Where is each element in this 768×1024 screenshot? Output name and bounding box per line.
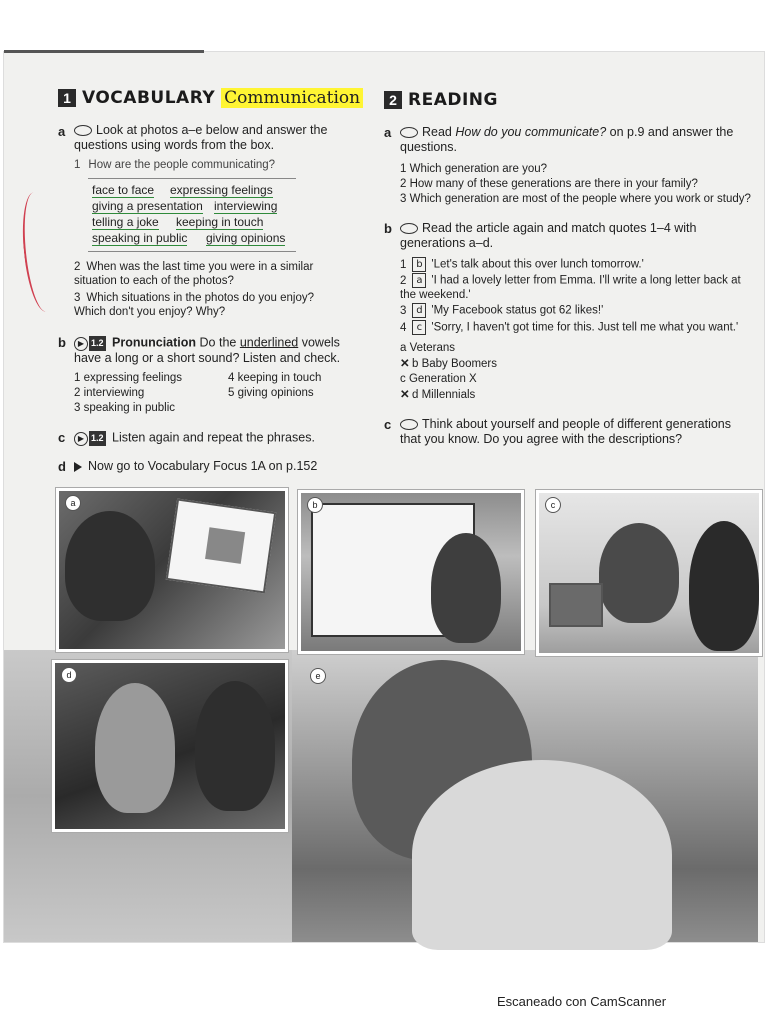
reading-b-instruction: [400, 221, 750, 251]
reading-a-q3: 3 Which generation are most of the people where you work or study?: [400, 193, 751, 205]
instruction-text: Read: [422, 125, 452, 139]
question-text: Which situations in the photos do you enjoy? Which don't you enjoy? Why?: [74, 292, 314, 318]
question-text: When was the last time you were in a similar situation to each of the photos?: [74, 261, 314, 287]
instruction-text: Look at photos a–e below and answer the questions using words from the box.: [74, 123, 328, 152]
exercise-letter: d: [58, 459, 66, 474]
quote-row: [400, 320, 750, 335]
generation-text: d Millennials: [412, 389, 476, 401]
section-subtitle: Communication: [221, 88, 363, 108]
word-box-item: interviewing: [214, 199, 278, 213]
reading-a-instruction: [400, 125, 750, 155]
article-title: How do you communicate?: [455, 125, 607, 139]
exercise-letter: c: [58, 430, 66, 445]
generation-item: c Generation X: [400, 373, 477, 385]
answer-box[interactable]: b: [412, 257, 426, 272]
speech-icon: [400, 223, 418, 234]
person-head-shape: [65, 511, 155, 621]
speech-icon: [400, 419, 418, 430]
photo-label: d: [61, 667, 77, 683]
cross-mark-icon: ✕: [400, 389, 410, 401]
section-number: 1: [58, 89, 76, 107]
vocab-c-instruction: [74, 430, 364, 446]
photo-label: a: [65, 495, 81, 511]
speech-icon: [74, 125, 92, 136]
page-edge: [4, 50, 204, 53]
cross-mark-icon: ✕: [400, 358, 410, 370]
speech-icon: [400, 127, 418, 138]
word-box-item: telling a joke: [92, 215, 159, 229]
woman-left-shape: [95, 683, 175, 813]
photo-label: e: [310, 668, 326, 684]
pronunciation-label: Pronunciation: [112, 335, 197, 350]
pron-item: 3 speaking in public: [74, 402, 176, 414]
pron-item: 4 keeping in touch: [228, 372, 322, 384]
vocab-a-q2: 2 When was the last time you were in a similar situation to each of the photos?: [74, 261, 314, 287]
word-box-item: expressing feelings: [170, 183, 273, 197]
quote-row: [400, 257, 750, 272]
vocab-b-instruction: [74, 335, 364, 366]
section-title: READING: [408, 90, 498, 110]
photo-label: c: [545, 497, 561, 513]
photo-a: [56, 488, 288, 652]
exercise-letter: a: [58, 124, 66, 139]
quote-text: 'I had a lovely letter from Emma. I'll write a long letter back at the weekend.': [400, 274, 741, 301]
reading-a-q1: 1 Which generation are you?: [400, 163, 548, 175]
reading-c-instruction: [400, 417, 754, 447]
pron-item: 5 giving opinions: [228, 387, 314, 399]
interviewer-shape: [599, 523, 679, 623]
word-box-item: keeping in touch: [176, 215, 264, 229]
generation-item: [400, 388, 475, 402]
photo-e: [292, 650, 758, 942]
quote-number: 1: [400, 258, 407, 271]
answer-box[interactable]: d: [412, 303, 426, 318]
generation-text: b Baby Boomers: [412, 358, 498, 370]
answer-box[interactable]: a: [412, 273, 426, 288]
track-number: 1.2: [89, 431, 106, 446]
pron-item: 2 interviewing: [74, 387, 145, 399]
vocabulary-heading: [58, 88, 363, 108]
quote-number: 2: [400, 274, 407, 287]
woman-shoulder-shape: [412, 760, 672, 950]
reading-heading: [384, 90, 498, 110]
exercise-letter: b: [384, 221, 392, 236]
instruction-text: Do the: [199, 335, 237, 350]
vocab-a-instruction: [74, 123, 354, 153]
arrow-icon: [74, 462, 82, 472]
instruction-text: on p.9 and answer the questions.: [400, 125, 734, 154]
instruction-text: Listen again and repeat the phrases.: [112, 430, 315, 445]
section-title: VOCABULARY: [82, 88, 216, 108]
generation-item: [400, 357, 497, 371]
instruction-text: vowels have a long or a short sound? Listen and check.: [74, 335, 341, 365]
word-box-item: giving a presentation: [92, 199, 203, 213]
quote-text: 'Let's talk about this over lunch tomorrow.': [431, 258, 644, 271]
track-number: 1.2: [89, 336, 106, 351]
quote-number: 3: [400, 304, 407, 317]
exercise-letter: b: [58, 335, 66, 350]
word-box-item: face to face: [92, 183, 155, 197]
scanner-watermark: Escaneado con CamScanner: [497, 994, 667, 1009]
interviewee-shape: [689, 521, 759, 651]
quote-row: [400, 273, 750, 302]
photo-b: [298, 490, 524, 654]
vocab-d-instruction: [74, 459, 364, 474]
quote-text: 'My Facebook status got 62 likes!': [431, 304, 604, 317]
laptop-shape: [549, 583, 603, 627]
vocab-a-q1: 1 How are the people communicating?: [74, 159, 276, 171]
laptop-screen: [166, 498, 276, 593]
instruction-text: Now go to Vocabulary Focus 1A on p.152: [88, 459, 318, 473]
presenter-shape: [431, 533, 501, 643]
answer-box[interactable]: c: [412, 320, 426, 335]
audio-icon[interactable]: ▶ 1.2: [74, 430, 106, 446]
instruction-text: Read the article again and match quotes 1–4 with generations a–d.: [400, 221, 697, 250]
reading-a-q2: 2 How many of these generations are there in your family?: [400, 178, 698, 190]
question-text: How are the people communicating?: [88, 159, 276, 171]
word-box-item: giving opinions: [206, 231, 286, 245]
word-box-item: speaking in public: [92, 231, 188, 245]
exercise-letter: a: [384, 125, 392, 140]
audio-icon[interactable]: ▶ 1.2: [74, 335, 106, 351]
section-number: 2: [384, 91, 402, 109]
generation-item: a Veterans: [400, 342, 455, 354]
exercise-letter: c: [384, 417, 392, 432]
quote-row: [400, 303, 750, 318]
pron-item: 1 expressing feelings: [74, 372, 183, 384]
photo-label: b: [307, 497, 323, 513]
underlined-word: underlined: [239, 335, 299, 350]
photo-d: [52, 660, 288, 832]
woman-right-shape: [195, 681, 275, 811]
quote-number: 4: [400, 321, 407, 334]
quote-text: 'Sorry, I haven't got time for this. Just tell me what you want.': [431, 321, 739, 334]
photo-c: [536, 490, 762, 656]
vocab-a-q3: 3 Which situations in the photos do you enjoy? Which don't you enjoy? Why?: [74, 292, 314, 318]
instruction-text: Think about yourself and people of different generations that you know. Do you agree with the descriptions?: [400, 417, 732, 446]
